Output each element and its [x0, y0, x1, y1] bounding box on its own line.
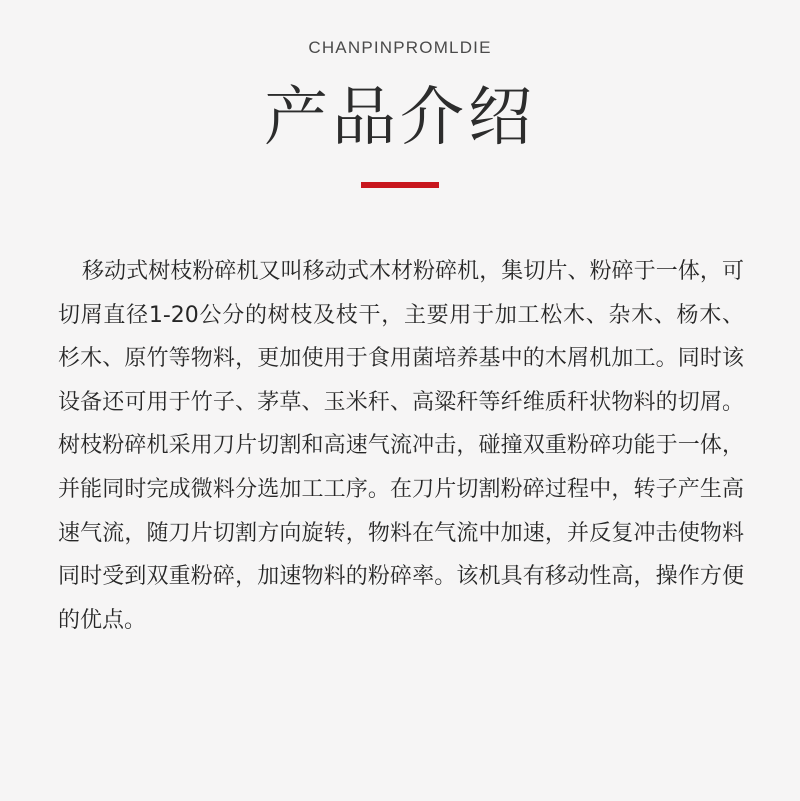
product-description: 移动式树枝粉碎机又叫移动式木材粉碎机，集切片、粉碎于一体，可切屑直径1-20公分的树枝及枝干，主要用于加工松木、杂木、杨木、杉木、原竹等物料，更加使用于食用菌培养基中的木屑机加工。同时该设备还可用于竹子、茅草、玉米秆、高粱秆等纤维质秆状物料的切屑。树枝粉碎机采用刀片切割和高速气流冲击，碰撞双重粉碎功能于一体，并能同时完成微料分选加工工序。在刀片切割粉碎过程中，转子产生高速气流，随刀片切割方向旋转，物料在气流中加速，并反复冲击使物料同时受到双重粉碎，加速物料的粉碎率。该机具有移动性高，操作方便的优点。	[58, 259, 744, 633]
title-divider	[361, 182, 439, 188]
section-eyebrow: CHANPINPROMLDIE	[308, 38, 492, 57]
page-title: 产品介绍	[264, 81, 536, 155]
